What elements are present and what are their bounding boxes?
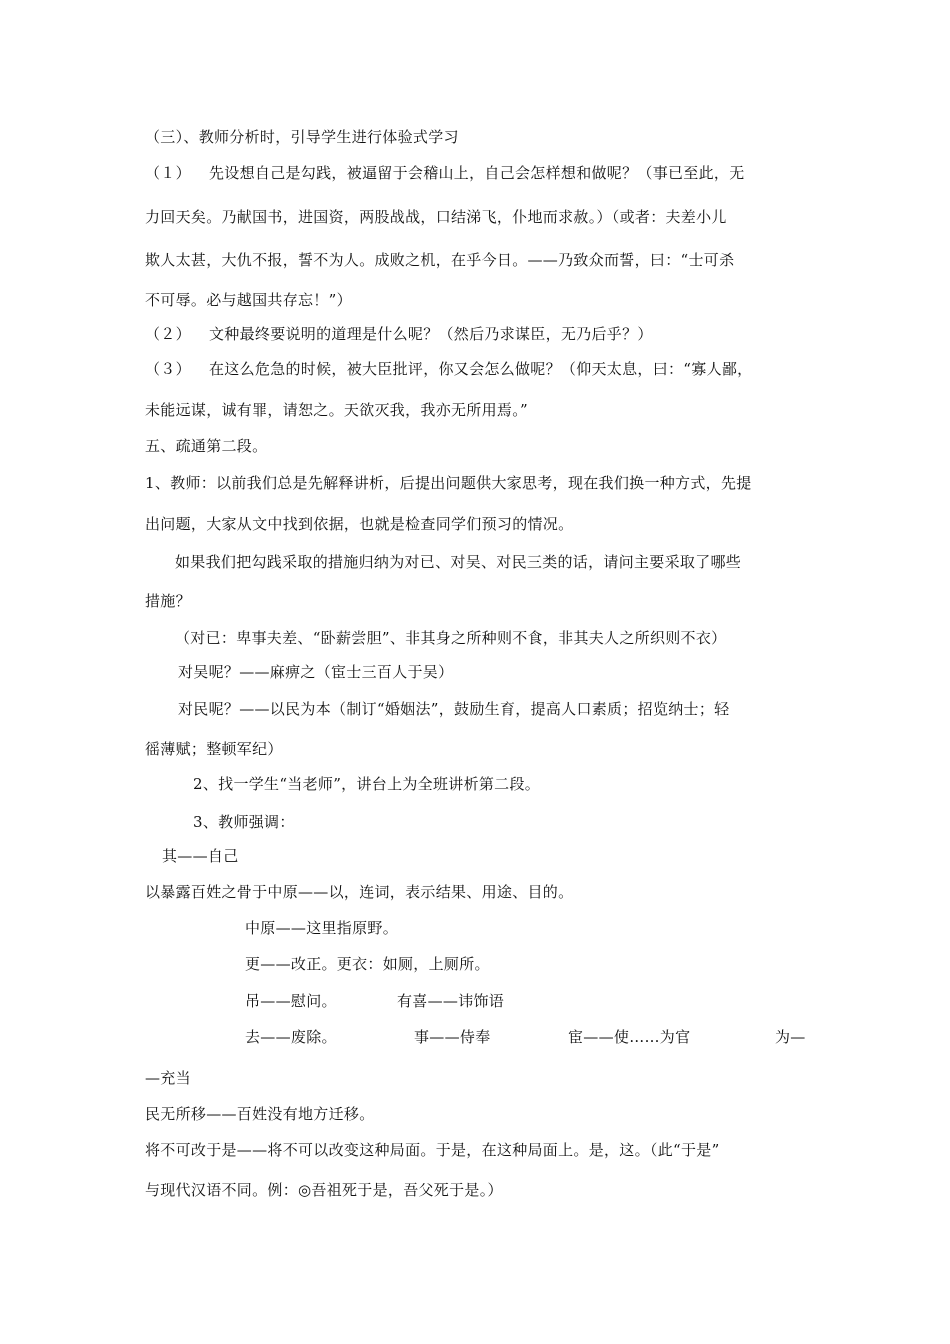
question-2-text: 文种最终要说明的道理是什么呢？（然后乃求谋臣，无乃后乎？） — [209, 325, 653, 343]
vocab-yi: 以暴露百姓之骨于中原——以，连词，表示结果、用途、目的。 — [145, 883, 574, 901]
question-2 — [145, 324, 653, 344]
vocab-wei: 为— — [775, 1028, 806, 1046]
vocab-huan: 宦——使……为官 — [568, 1028, 691, 1046]
vocab-youxi: 有喜——讳饰语 — [397, 992, 505, 1010]
paragraph-line: 1、教师：以前我们总是先解释讲析，后提出问题供大家思考，现在我们换一种方式，先提 — [145, 474, 752, 492]
question-2-number: （２） — [145, 325, 191, 343]
paragraph-line: 未能远谋，诚有罪，请恕之。天欲灭我，我亦无所用焉。” — [145, 401, 528, 419]
question-1 — [145, 163, 745, 183]
question-1-number: （１） — [145, 164, 191, 182]
measure-people: 对民呢？——以民为本（制订“婚姻法”，鼓励生育，提高人口素质；招览纳士；轻 — [178, 700, 730, 718]
vocab-qu: 去——废除。 — [245, 1028, 337, 1046]
vocab-diao: 吊——慰问。 — [245, 992, 337, 1010]
measure-wu: 对吴呢？——麻痹之（宦士三百人于吴） — [178, 663, 454, 681]
question-3-number: （３） — [145, 360, 191, 378]
paragraph-line: 不可辱。必与越国共存忘！”） — [145, 291, 352, 309]
measure-self: （对已：卑事夫差、“卧薪尝胆”、非其身之所种则不食，非其夫人之所织则不衣） — [175, 629, 727, 647]
section-heading-experiential-learning: （三）、教师分析时，引导学生进行体验式学习 — [145, 128, 459, 146]
paragraph-line: 如果我们把勾践采取的措施归纳为对已、对吴、对民三类的话，请问主要采取了哪些 — [175, 553, 742, 571]
question-3-text: 在这么危急的时候，被大臣批评，你又会怎么做呢？（仰天太息，曰：“寡人鄙， — [209, 360, 753, 378]
vocab-yushi: 将不可改于是——将不可以改变这种局面。于是，在这种局面上。是，这。（此“于是” — [145, 1141, 720, 1159]
vocab-qi: 其——自己 — [162, 847, 239, 865]
step-2: 2、找一学生“当老师”，讲台上为全班讲析第二段。 — [193, 775, 541, 793]
paragraph-line: 欺人太甚，大仇不报，誓不为人。成败之机，在乎今日。——乃致众而誓，曰：“士可杀 — [145, 251, 735, 269]
paragraph-line: 力回天矣。乃献国书，进国资，两股战战，口结涕飞，仆地而求赦。）（或者：夫差小儿 — [145, 208, 727, 226]
vocab-shi: 事——侍奉 — [414, 1028, 491, 1046]
vocab-wei-continued: —充当 — [145, 1069, 191, 1087]
paragraph-line: 措施？ — [145, 592, 191, 610]
paragraph-line: 与现代汉语不同。例：◎吾祖死于是，吾父死于是。） — [145, 1181, 503, 1199]
vocab-zhongyuan: 中原——这里指原野。 — [245, 919, 399, 937]
vocab-minwusuoyi: 民无所移——百姓没有地方迁移。 — [145, 1105, 375, 1123]
paragraph-line: 徭薄赋；整顿军纪） — [145, 740, 283, 758]
vocab-geng: 更——改正。更衣：如厕，上厕所。 — [245, 955, 490, 973]
step-3: 3、教师强调： — [193, 813, 295, 831]
question-3 — [145, 359, 752, 379]
question-1-text: 先设想自己是勾践，被逼留于会稽山上，自己会怎样想和做呢？（事已至此，无 — [209, 164, 745, 182]
paragraph-line: 出问题，大家从文中找到依据，也就是检查同学们预习的情况。 — [145, 515, 574, 533]
section-heading-second-paragraph: 五、疏通第二段。 — [145, 437, 268, 455]
